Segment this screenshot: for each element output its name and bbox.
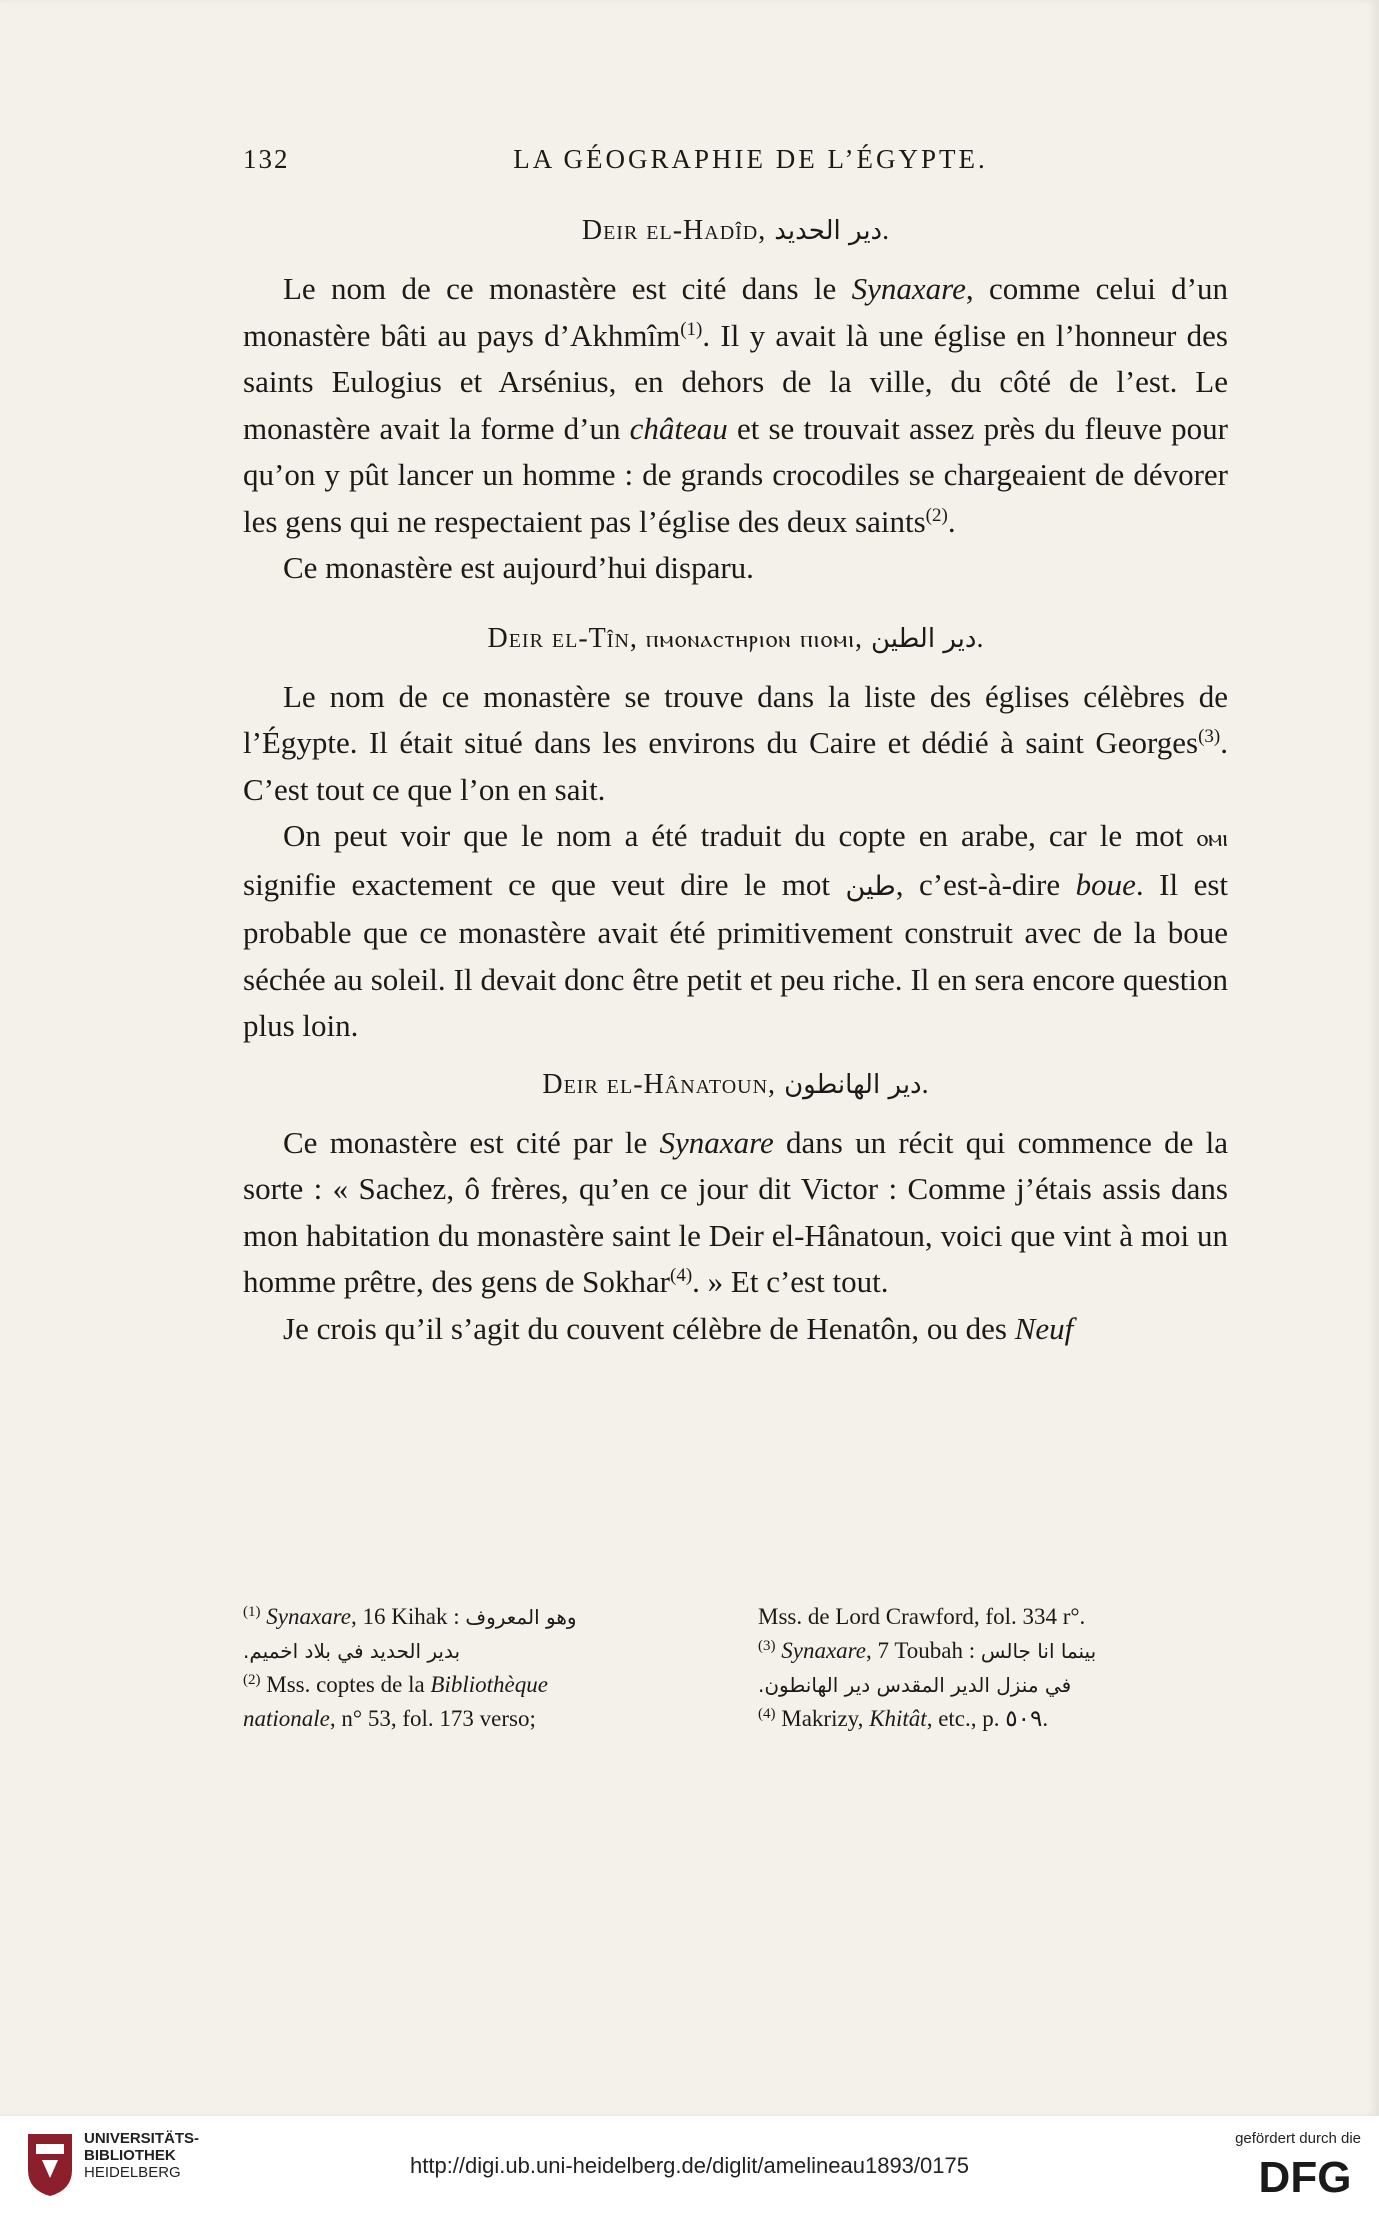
footnote-italic: Khitât xyxy=(869,1706,927,1731)
paragraph-hadid-1 xyxy=(243,266,1228,545)
italic-term: château xyxy=(629,410,728,446)
text-run: Le nom de ce monastère est cité dans le xyxy=(283,271,852,306)
text-run: . Il est probable que ce monastère avait été primitivement construit avec de la boue séchée au soleil. Il devait donc être petit et peu riche. Il en sera encore question plus loin. xyxy=(243,866,1229,1043)
running-title: LA GÉOGRAPHIE DE L’ÉGYPTE. xyxy=(513,144,988,174)
text-run: Ce monastère est cité par le xyxy=(283,1124,660,1160)
footnote-arabic: بدير الحديد في بلاد اخميم. xyxy=(243,1639,461,1663)
heading-period: . xyxy=(976,622,984,654)
footnote-number: (2) xyxy=(243,1672,261,1688)
paragraph-tin-2 xyxy=(243,813,1228,1050)
footnote-number: (1) xyxy=(243,1604,261,1620)
section-heading-hanatoun xyxy=(243,1062,1228,1108)
heading-latin: Deir el-Tîn, xyxy=(487,622,646,654)
heading-sep: , xyxy=(854,622,871,654)
footnote-2-cont xyxy=(243,1702,713,1736)
paragraph-hanatoun-1 xyxy=(243,1120,1228,1306)
footer-bar xyxy=(0,2116,1379,2214)
footnote-text: , 7 Toubah : xyxy=(865,1638,981,1663)
running-head xyxy=(243,144,1228,184)
text-run: On peut voir que le nom a été traduit du copte en arabe, car le mot xyxy=(283,818,1197,853)
funding-label: gefördert durch die xyxy=(1235,2130,1361,2147)
text-run: dans un récit qui commence de la sorte : « Sachez, ô frères, qu’en ce jour dit Victor : Comme j’étais assis dans mon habitation du monastère saint le Deir el-Hânatoun, voici que vint à moi un homme prêtre, des gens de Sokhar xyxy=(243,1124,1228,1299)
footnote-arabic: في منزل الدير المقدس دير الهانطون. xyxy=(758,1673,1072,1697)
heading-period: . xyxy=(882,215,890,246)
italic-term: Synaxare xyxy=(659,1124,774,1160)
footnote-ref-3[interactable]: (3) xyxy=(1198,726,1221,747)
heading-coptic: ⲡⲙⲟⲛⲁⲥⲧⲏⲣⲓⲟⲛ ⲡⲓⲟⲙⲓ xyxy=(645,624,855,653)
footnote-arabic: وهو المعروف xyxy=(465,1605,577,1629)
footnote-ref-title: Synaxare xyxy=(266,1604,351,1629)
footnote-2-end xyxy=(758,1600,1228,1634)
uni-name-line: UNIVERSITÄTS- xyxy=(84,2130,200,2147)
text-run: . » Et c’est tout. xyxy=(692,1264,889,1299)
dfg-logo-text: DFG xyxy=(1258,2153,1352,2198)
footnote-text: , etc., p. ٥٠٩. xyxy=(926,1706,1049,1731)
text-run: signifie exactement ce que veut dire le mot xyxy=(243,866,846,902)
text-run: , comme celui d’un monastère bâti au pays d’Akhmîm xyxy=(243,271,1228,353)
text-run: Le nom de ce monastère se trouve dans la liste des églises célèbres de l’Égypte. Il était situé dans les environs du Caire et dédié à saint Georges xyxy=(243,678,1228,760)
italic-term: Synaxare xyxy=(851,271,966,306)
footnote-text: Mss. de Lord Crawford, fol. 334 r°. xyxy=(758,1604,1086,1629)
text-run: et se trouvait assez près du fleuve pour qu’on y pût lancer un homme : de grands crocodiles se chargeaient de dévorer les gens qui ne respectaient pas l’église des deux saints xyxy=(243,410,1228,539)
footnote-text: Makrizy, xyxy=(781,1706,870,1731)
footnote-number: (3) xyxy=(758,1638,776,1654)
footnote-3-cont xyxy=(758,1668,1228,1702)
section-heading-hadid xyxy=(243,208,1228,254)
footnotes-right-column xyxy=(758,1600,1228,1736)
text-run: , c’est-à-dire xyxy=(895,866,1076,902)
text-run: . C’est tout ce que l’on en sait. xyxy=(243,725,1228,807)
footnote-ref-1[interactable]: (1) xyxy=(680,318,703,340)
uni-name-line: BIBLIOTHEK xyxy=(84,2147,176,2164)
coptic-word: ⲟⲙⲓ xyxy=(1196,824,1228,852)
paragraph-tin-1 xyxy=(243,674,1228,814)
footnote-4 xyxy=(758,1702,1228,1736)
italic-term: boue xyxy=(1075,866,1136,902)
arabic-word: طين xyxy=(845,870,896,902)
footnote-text: , 16 Kihak : xyxy=(350,1604,466,1629)
text-run: . Il y avait là une église en l’honneur des saints Eulogius et Arsénius, en dehors de la ville, du côté de l’est. Le monastère avait la forme d’un xyxy=(243,317,1228,446)
footnote-2 xyxy=(243,1668,713,1702)
permalink-url[interactable]: http://digi.ub.uni-heidelberg.de/diglit/amelineau1893/0175 xyxy=(410,2153,969,2178)
dfg-logo-icon xyxy=(1249,2152,1361,2198)
heading-arabic: دير الطين xyxy=(870,623,977,654)
italic-term: Neuf xyxy=(1014,1310,1074,1346)
heading-arabic: دير الهانطون xyxy=(784,1069,922,1100)
paragraph-hadid-2: Ce monastère est aujourd’hui disparu. xyxy=(283,550,754,585)
footnote-text: , n° 53, fol. 173 verso; xyxy=(329,1706,536,1731)
text-run: . xyxy=(947,503,956,539)
footnote-ref-4[interactable]: (4) xyxy=(670,1265,693,1286)
heading-latin: Deir el-Hadîd, xyxy=(581,215,775,246)
body-text xyxy=(243,208,1228,1352)
page-number: 132 xyxy=(243,144,290,174)
footnotes-left-column xyxy=(243,1600,713,1736)
heading-arabic: دير الحديد xyxy=(774,216,883,246)
footnote-1-cont xyxy=(243,1634,713,1668)
footnote-italic: nationale xyxy=(243,1706,330,1731)
footnote-ref-2[interactable]: (2) xyxy=(925,504,948,526)
footnote-1 xyxy=(243,1600,713,1634)
paragraph-hanatoun-2 xyxy=(243,1306,1228,1353)
heading-period: . xyxy=(921,1068,929,1100)
footnote-ref-title: Synaxare xyxy=(781,1638,866,1663)
section-heading-tin xyxy=(243,616,1228,662)
text-run: Je crois qu’il s’agit du couvent célèbre de Henatôn, ou des xyxy=(283,1310,1015,1346)
footnote-number: (4) xyxy=(758,1706,776,1722)
footnote-italic: Bibliothèque xyxy=(430,1672,548,1697)
heading-latin: Deir el-Hânatoun, xyxy=(542,1068,785,1100)
footnote-arabic: بينما انا جالس xyxy=(980,1639,1097,1663)
footnote-3 xyxy=(758,1634,1228,1668)
footnote-text: Mss. coptes de la xyxy=(266,1672,431,1697)
uni-name-line: HEIDELBERG xyxy=(84,2164,181,2181)
